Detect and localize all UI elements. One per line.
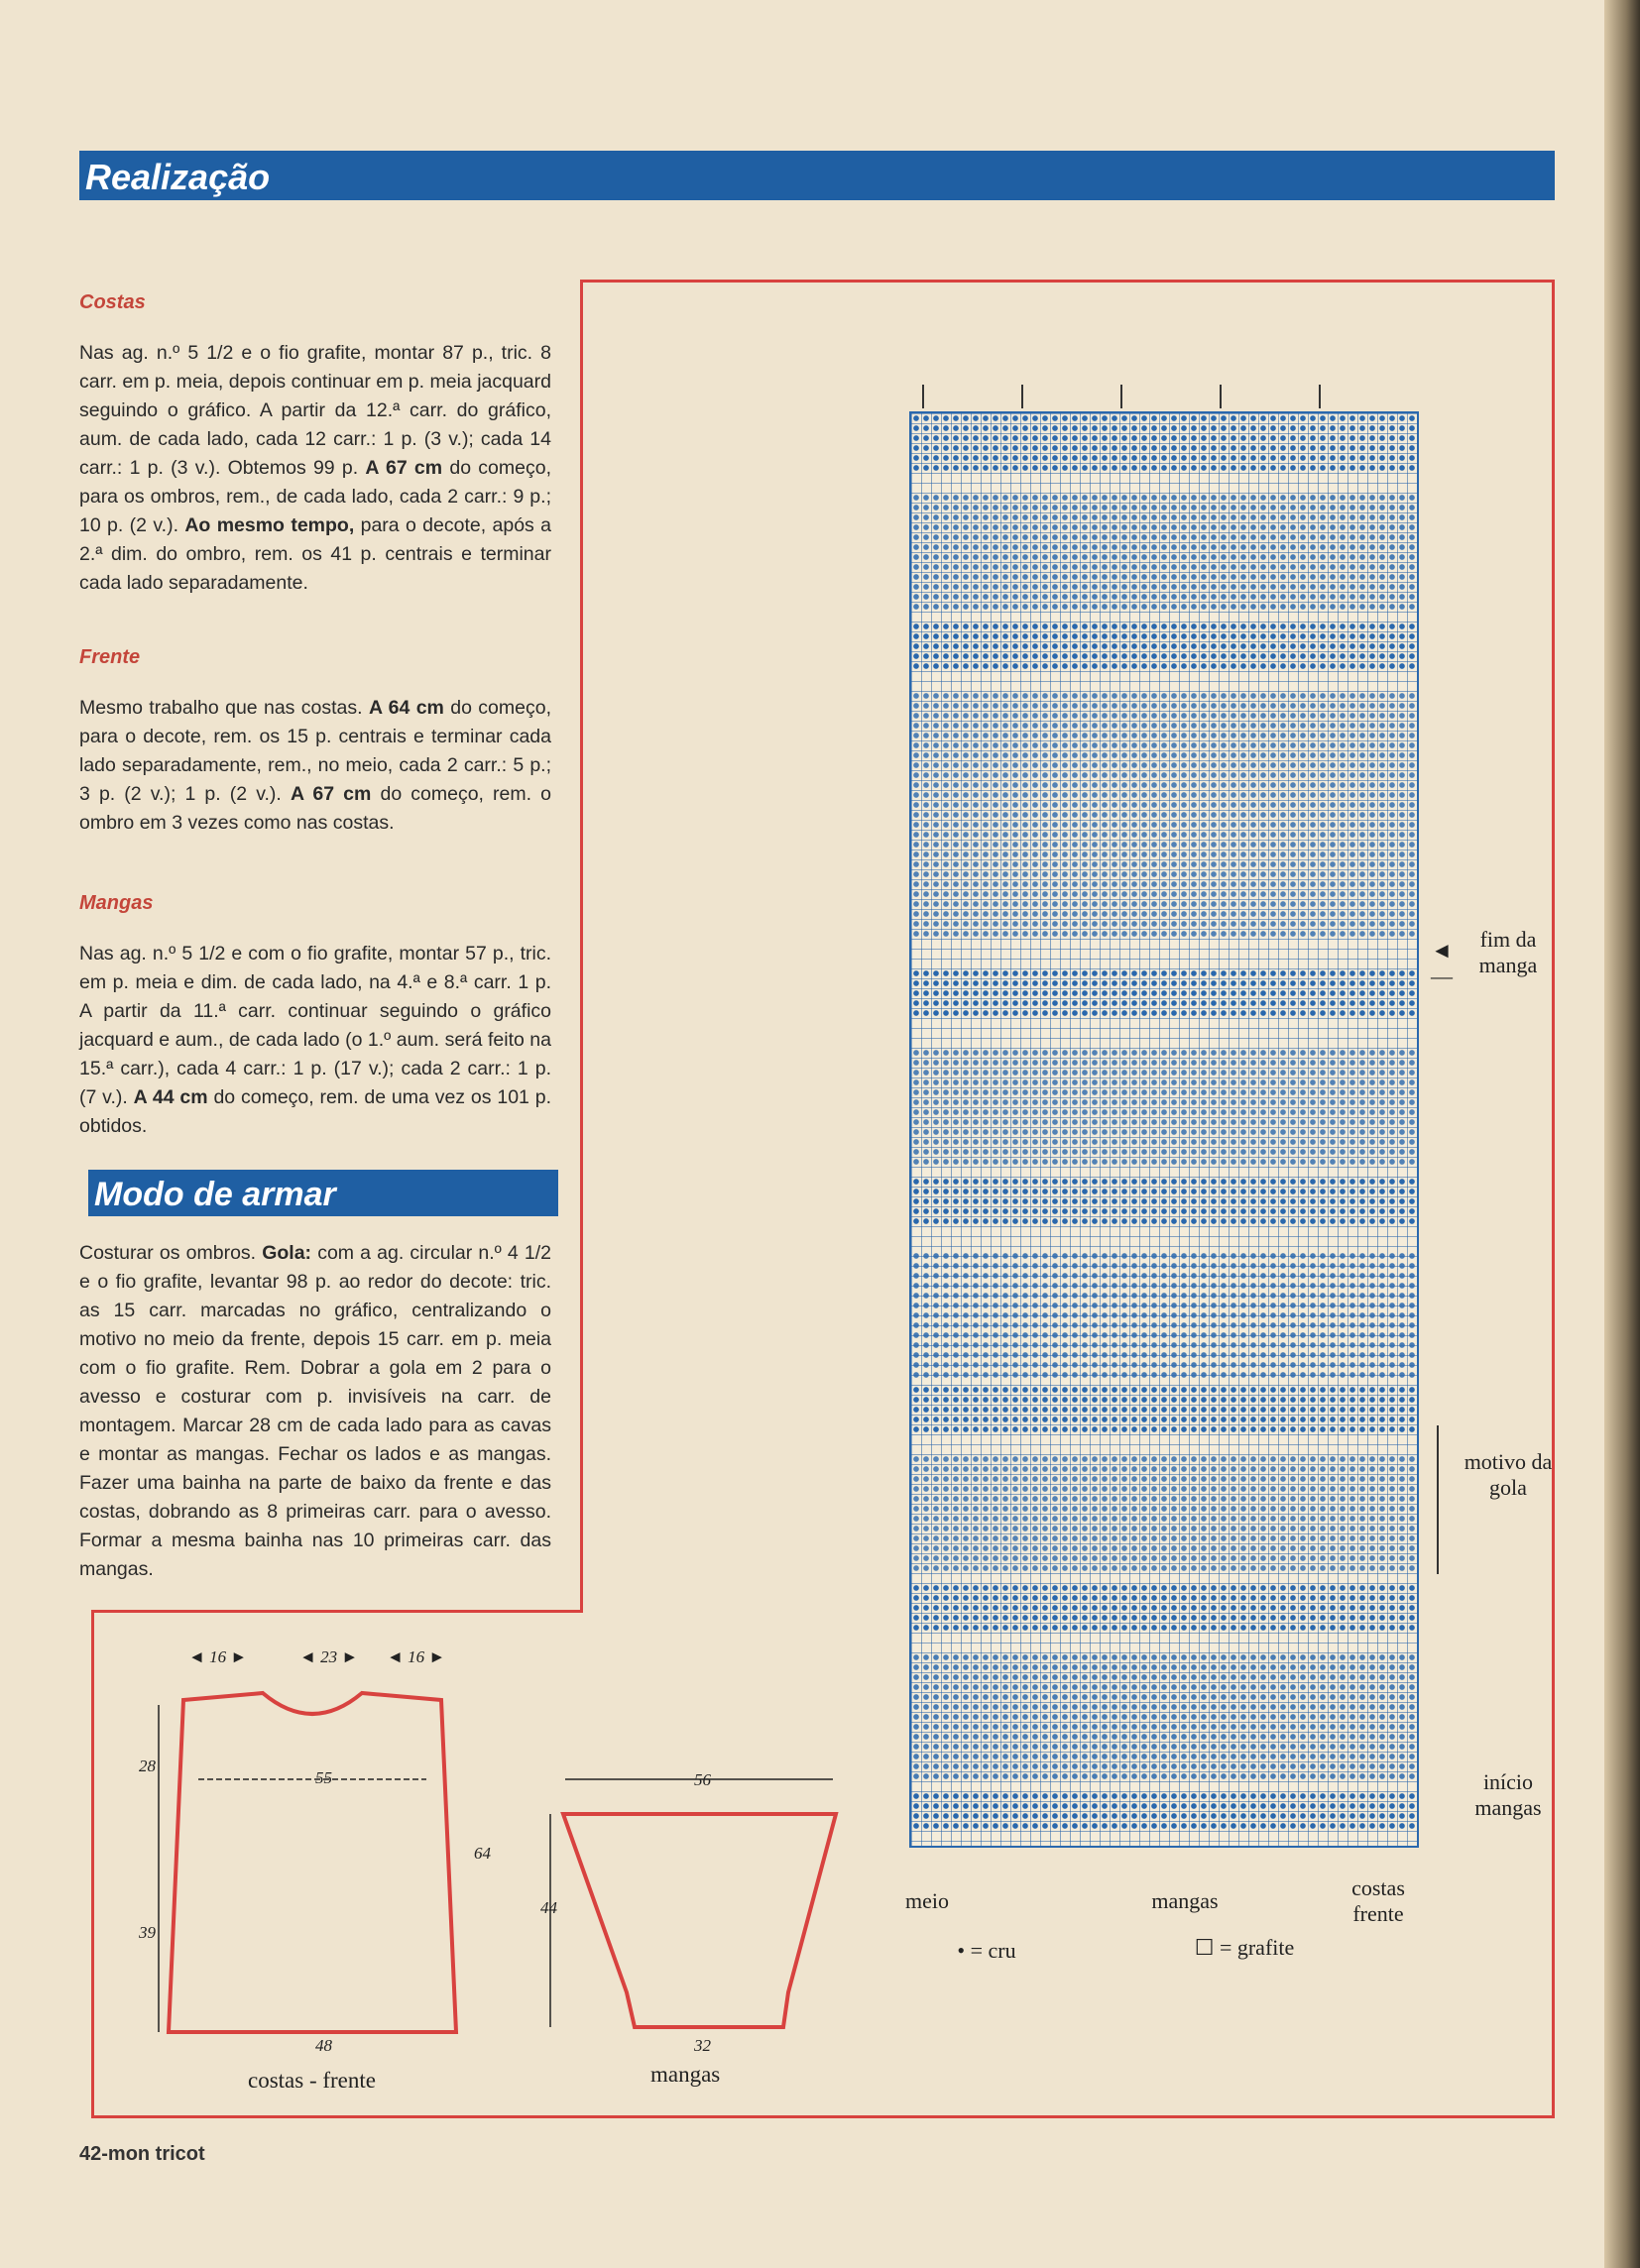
- chart-band: [911, 691, 1417, 939]
- body-dim-neck: ◄ 23 ►: [299, 1647, 359, 1666]
- sleeve-dim-bottom: 32: [694, 2036, 711, 2055]
- fim-da-manga-label: fim da manga: [1478, 927, 1538, 977]
- chart-tick: [1220, 385, 1222, 408]
- page-footer: 42-mon tricot: [79, 2143, 205, 2165]
- chart-tick: [922, 385, 924, 408]
- book-spine: [1604, 0, 1640, 2268]
- motivo-da-gola-label: motivo da gola: [1464, 1449, 1553, 1500]
- chart-band: [911, 493, 1417, 612]
- realizacao-header: Realização: [79, 151, 1555, 200]
- mangas-axis-label: mangas: [1151, 1888, 1219, 1913]
- chart-tick: [1319, 385, 1321, 408]
- frente-title: Frente: [79, 646, 141, 668]
- mangas-text: Nas ag. n.º 5 1/2 e com o fio grafite, montar 57 p., tric. em p. meia e dim. de cada lado, na 4.ª e 8.ª carr. 1 p. A partir da 11.ª carr. continuar seguindo o gráfico jacquard e aum., de cada lado (o 1.º aum. será feito na 15.ª carr.), cada 4 carr.: 1 p. (17 v.); cada 2 carr.: 1 p. (7 v.). A 44 cm do começo, rem. de uma vez os 101 p. obtidos.: [79, 943, 551, 1137]
- sleeve-schematic: [535, 1764, 863, 2052]
- frame-mid: [91, 1610, 583, 1613]
- chart-band: [911, 1583, 1417, 1633]
- costas-title: Costas: [79, 291, 146, 313]
- chart-band: [911, 1791, 1417, 1831]
- chart-band: [911, 1652, 1417, 1781]
- chart-tick: [1021, 385, 1023, 408]
- frame-right: [1552, 280, 1555, 2118]
- inicio-mangas-label: início mangas: [1474, 1769, 1542, 1820]
- modo-text: Costurar os ombros. Gola: com a ag. circular n.º 4 1/2 e o fio grafite, levantar 98 p. ao redor do decote: tric. as 15 carr. marcadas no gráfico, centralizando o motivo no meio da frente, depois 15 carr. em p. meia com o fio grafite. Rem. Dobrar a gola em 2 para o avesso e costurar com p. invisíveis na carr. de montagem. Marcar 28 cm de cada lado para as cavas e montar as mangas. Fechar os lados e as mangas. Fazer uma bainha na parte de baixo da frente e das costas, dobrando as 8 primeiras carr. para o avesso. Formar a mesma bainha nas 10 primeiras carr. das mangas.: [79, 1242, 551, 1580]
- jacquard-chart: [909, 411, 1419, 1848]
- body-dim-bottom: 48: [315, 2036, 332, 2055]
- body-schematic: [139, 1636, 486, 2072]
- sleeve-dim-top: 56: [694, 1770, 711, 1789]
- body-dim-lower: 39: [139, 1923, 156, 1942]
- costas-text: Nas ag. n.º 5 1/2 e o fio grafite, montar 87 p., tric. 8 carr. em p. meia, depois continuar em p. meia jacquard seguindo o gráfico. A partir da 12.ª carr. do gráfico, aum. de cada lado, cada 12 carr.: 1 p. (3 v.); cada 14 carr.: 1 p. (3 v.). Obtemos 99 p. A 67 cm do começo, para os ombros, rem., de cada lado, cada 2 carr.: 9 p.; 10 p. (2 v.). Ao mesmo tempo, para o decote, após a 2.ª dim. do ombro, rem. os 41 p. centrais e terminar cada lado separadamente.: [79, 342, 551, 594]
- chart-tick: [1120, 385, 1122, 408]
- body-caption: costas - frente: [248, 2068, 376, 2093]
- legend-cru: • = cru: [957, 1938, 1016, 1963]
- sleeve-dim-height: 44: [540, 1898, 557, 1917]
- costas-frente-label: costas frente: [1351, 1875, 1405, 1926]
- sleeve-outline: [563, 1814, 836, 2027]
- frame-left-upper: [580, 280, 583, 1613]
- body-dim-top-left: ◄ 16 ►: [188, 1647, 248, 1666]
- body-dim-width: 55: [315, 1768, 332, 1787]
- chart-band: [911, 1454, 1417, 1573]
- body-dim-height: 64: [474, 1844, 491, 1863]
- modo-de-armar-header: Modo de armar: [88, 1170, 558, 1216]
- chart-band: [911, 1385, 1417, 1434]
- sleeve-caption: mangas: [650, 2062, 721, 2087]
- fim-da-manga-arrow: ◄—: [1431, 938, 1453, 988]
- frame-bottom: [91, 2115, 1555, 2118]
- body-dim-upper: 28: [139, 1757, 156, 1775]
- legend-grafite: ☐ = grafite: [1194, 1935, 1295, 1960]
- frame-left-lower: [91, 1610, 94, 2118]
- meio-label: meio: [905, 1888, 949, 1913]
- body-outline: [169, 1693, 456, 2032]
- chart-band: [911, 968, 1417, 1018]
- chart-band: [911, 1177, 1417, 1226]
- body-dim-top-right: ◄ 16 ►: [387, 1647, 446, 1666]
- mangas-title: Mangas: [79, 892, 154, 914]
- chart-band: [911, 622, 1417, 671]
- frame-top: [580, 280, 1555, 283]
- chart-band: [911, 1048, 1417, 1167]
- frente-text: Mesmo trabalho que nas costas. A 64 cm do começo, para o decote, rem. os 15 p. centrais e terminar cada lado separadamente, rem., no meio, cada 2 carr.: 5 p.; 3 p. (2 v.); 1 p. (2 v.). A 67 cm do começo, rem. o ombro em 3 vezes como nas costas.: [79, 697, 551, 834]
- motivo-bracket: [1437, 1425, 1439, 1574]
- chart-band: [911, 413, 1417, 473]
- chart-band: [911, 1251, 1417, 1380]
